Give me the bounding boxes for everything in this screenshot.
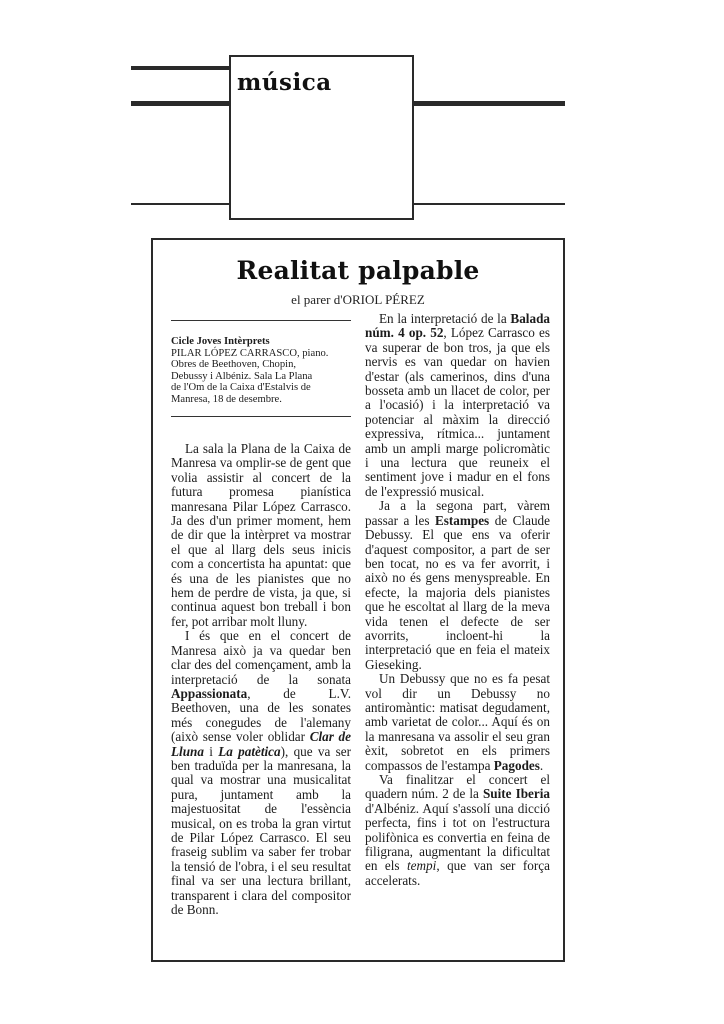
paragraph: Ja a la segona part, vàrem passar a les Estampes de Claude Debussy. El que ens va oferir d'aquest compositor, a part de ser ben tocat, no es va fer avorrit, i això no és gens menyspreable. En efecte, la majoria dels pianistes que he escoltat al llarg de la meva vida tenen el defecte de ser avorrits, incloent-hi la interpretació que en feia el mateix Gieseking. bbox=[365, 498, 550, 672]
concert-info bbox=[171, 336, 351, 406]
header-rule-mid-left bbox=[131, 101, 230, 106]
info-rule-bottom bbox=[171, 416, 351, 417]
paragraph: La sala la Plana de la Caixa de Manresa va omplir-se de gent que volia assistir al concert de la futura promesa pianística manresana Pilar López Carrasco. Ja des d'un primer moment, hem de dir que la intèrpret va mostrar el que al llarg dels seus inicis com a concertista ha apuntat: que és una de les pianistes que no hem de perdre de vista, ja que, si continua aquest bon treball i bon fer, pot arribar molt lluny. bbox=[171, 441, 351, 629]
info-rule-top bbox=[171, 320, 351, 321]
section-title: música bbox=[237, 69, 332, 96]
paragraph: En la interpretació de la Balada núm. 4 op. 52, López Carrasco es va superar de bon tros, ja que els nervis es van quedar on havien d'estar (als camerinos, dins d'una bosseta amb un llacet de color, per a l'ocasió) i la interpretació va potenciar al màxim la direcció expressiva, rítmica... juntament amb un ampli marge policromàtic i una lectura que reuneix el sentiment jove i madur en el fons de l'expressió musical. bbox=[365, 311, 550, 499]
paragraph: Va finalitzar el concert el quadern núm. 2 de la Suite Iberia d'Albéniz. Aquí s'assolí una dicció perfecta, fins i tot on l'estructura polifònica es convertia en feina de filigrana, augmentant la dificultat en els tempi, que van ser força accelerats. bbox=[365, 772, 550, 888]
header-rule-top-left bbox=[131, 66, 230, 70]
info-line: Obres de Beethoven, Chopin, bbox=[171, 359, 297, 371]
info-line: PILAR LÓPEZ CARRASCO, piano. bbox=[171, 347, 329, 359]
info-label: Cicle Joves Intèrprets bbox=[171, 336, 270, 347]
header-rule-bottom-right bbox=[413, 203, 565, 205]
article-column-left bbox=[171, 442, 351, 917]
article-box bbox=[151, 238, 565, 962]
section-header-box bbox=[229, 55, 414, 220]
header-rule-bottom-left bbox=[131, 203, 230, 205]
paragraph: Un Debussy que no es fa pesat vol dir un Debussy no antiromàntic: matisat degudament, amb varietat de color... Aquí és on la manresana va assolir el seu gran èxit, sobretot en els primers compassos de l'estampa Pagodes. bbox=[365, 671, 550, 773]
info-line: de l'Om de la Caixa d'Estalvis de bbox=[171, 382, 311, 394]
info-line: Debussy i Albéniz. Sala La Plana bbox=[171, 370, 313, 382]
article-headline: Realitat palpable bbox=[236, 256, 480, 285]
header-rule-mid-right bbox=[413, 101, 565, 106]
article-byline: el parer d'ORIOL PÉREZ bbox=[291, 292, 425, 307]
info-line: Manresa, 18 de desembre. bbox=[171, 393, 282, 405]
paragraph: I és que en el concert de Manresa això ja va quedar ben clar des del començament, amb la interpretació de la sonata Appassionata, de L.V. Beethoven, una de les sonates més conegudes de l'alemany (això sense voler oblidar Clar de Lluna i La patètica), que va ser ben traduïda per la manresana, la qual va mostrar una musicalitat pura, juntament amb la majestuositat de l'essència musical, on es troba la gran virtut de Pilar López Carrasco. El seu fraseig sublim va saber fer trobar la tensió de l'obra, i el seu resultat final va ser una lectura brillant, transparent i clara del compositor de Bonn. bbox=[171, 628, 351, 917]
article-column-right bbox=[365, 312, 550, 888]
